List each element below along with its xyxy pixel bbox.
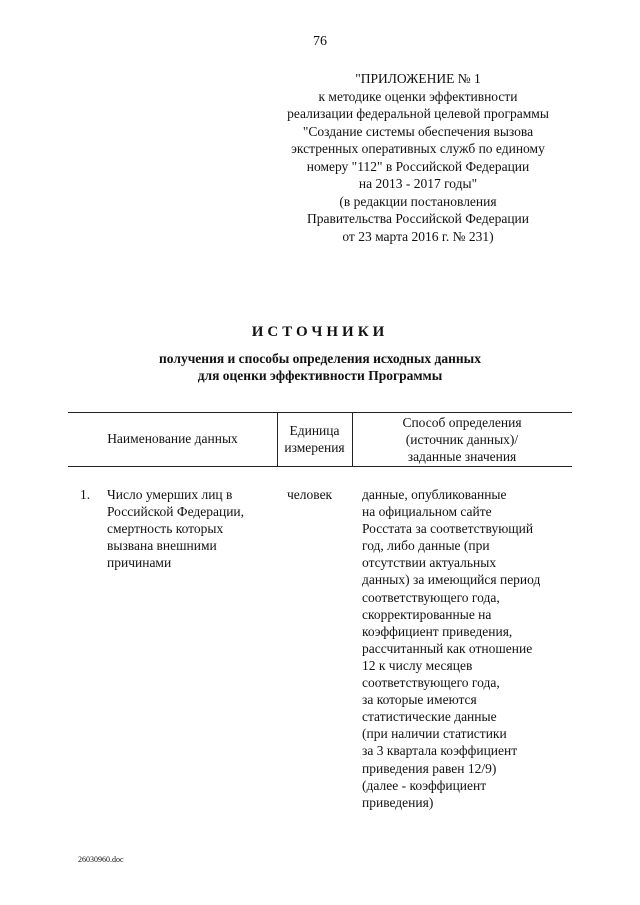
row-method-line: отсутствии актуальных — [362, 555, 497, 571]
table-top-rule — [68, 412, 572, 413]
table-header-bottom-rule — [68, 466, 572, 467]
subtitle-line: для оценки эффективности Программы — [197, 368, 443, 383]
row-method-line: на официальном сайте — [362, 504, 492, 520]
row-method-line: соответствующего года, — [362, 675, 500, 691]
appendix-line: Правительства Российской Федерации — [307, 211, 529, 226]
row-method-line: (при наличии статистики — [362, 726, 507, 742]
appendix-line: экстренных оперативных служб по единому — [291, 141, 545, 156]
row-method-line: соответствующего года, — [362, 589, 500, 605]
row-name-line: Российской Федерации, — [107, 504, 245, 520]
subtitle-line: получения и способы определения исходных данных — [159, 351, 481, 366]
row-name-line: вызвана внешними — [107, 538, 217, 554]
appendix-line: (в редакции постановления — [339, 193, 497, 209]
appendix-line: "ПРИЛОЖЕНИЕ № 1 — [355, 71, 481, 86]
row-method-line: Росстата за соответствующий — [362, 521, 534, 537]
header-unit-line: Единица — [289, 423, 340, 438]
file-name-footer: 26030960.doc — [78, 855, 124, 864]
row-method-line: за 3 квартала коэффициент — [362, 743, 518, 759]
row-method-line: коэффициент приведения, — [362, 623, 513, 639]
document-title: ИСТОЧНИКИ — [251, 324, 389, 340]
header-name-label: Наименование данных — [107, 431, 238, 446]
row-name-line: Число умерших лиц в — [107, 487, 233, 502]
row-name-line: причинами — [107, 555, 172, 571]
header-name — [68, 430, 277, 447]
row-method-line: 12 к числу месяцев — [362, 657, 473, 673]
header-method-line: заданные значения — [407, 449, 517, 464]
appendix-line: номеру "112" в Российской Федерации — [306, 158, 530, 174]
row-unit: человек — [287, 487, 333, 502]
appendix-block — [258, 70, 578, 245]
row-method-line: рассчитанный как отношение — [362, 640, 533, 656]
row-name-line: смертность которых — [107, 521, 224, 537]
document-subtitle — [0, 350, 640, 384]
row-method-line: приведения равен 12/9) — [362, 760, 497, 776]
appendix-line: реализации федеральной целевой программы — [287, 106, 549, 121]
table-row — [0, 484, 640, 824]
row-name — [107, 486, 244, 571]
row-method-line: скорректированные на — [362, 606, 492, 622]
header-method-line: Способ определения — [402, 415, 522, 430]
header-method — [352, 414, 572, 465]
header-unit — [277, 422, 352, 456]
page-number: 76 — [313, 34, 327, 49]
appendix-line: на 2013 - 2017 годы" — [358, 176, 478, 191]
row-method-line: статистические данные — [362, 709, 497, 725]
row-method — [362, 486, 540, 811]
header-method-line: (источник данных)/ — [405, 432, 519, 447]
row-method-line: данные, опубликованные — [362, 487, 507, 502]
row-method-line: за которые имеются — [362, 692, 477, 708]
row-number: 1. — [80, 487, 91, 502]
row-method-line: приведения) — [362, 794, 434, 810]
appendix-line: "Создание системы обеспечения вызова — [302, 123, 534, 139]
row-method-line: данных) за имеющийся период — [362, 572, 541, 588]
header-unit-line: измерения — [284, 440, 345, 455]
row-method-line: (далее - коэффициент — [362, 777, 487, 793]
appendix-line: к методике оценки эффективности — [318, 88, 518, 104]
row-method-line: год, либо данные (при — [362, 538, 490, 554]
appendix-line: от 23 марта 2016 г. № 231) — [342, 228, 494, 244]
